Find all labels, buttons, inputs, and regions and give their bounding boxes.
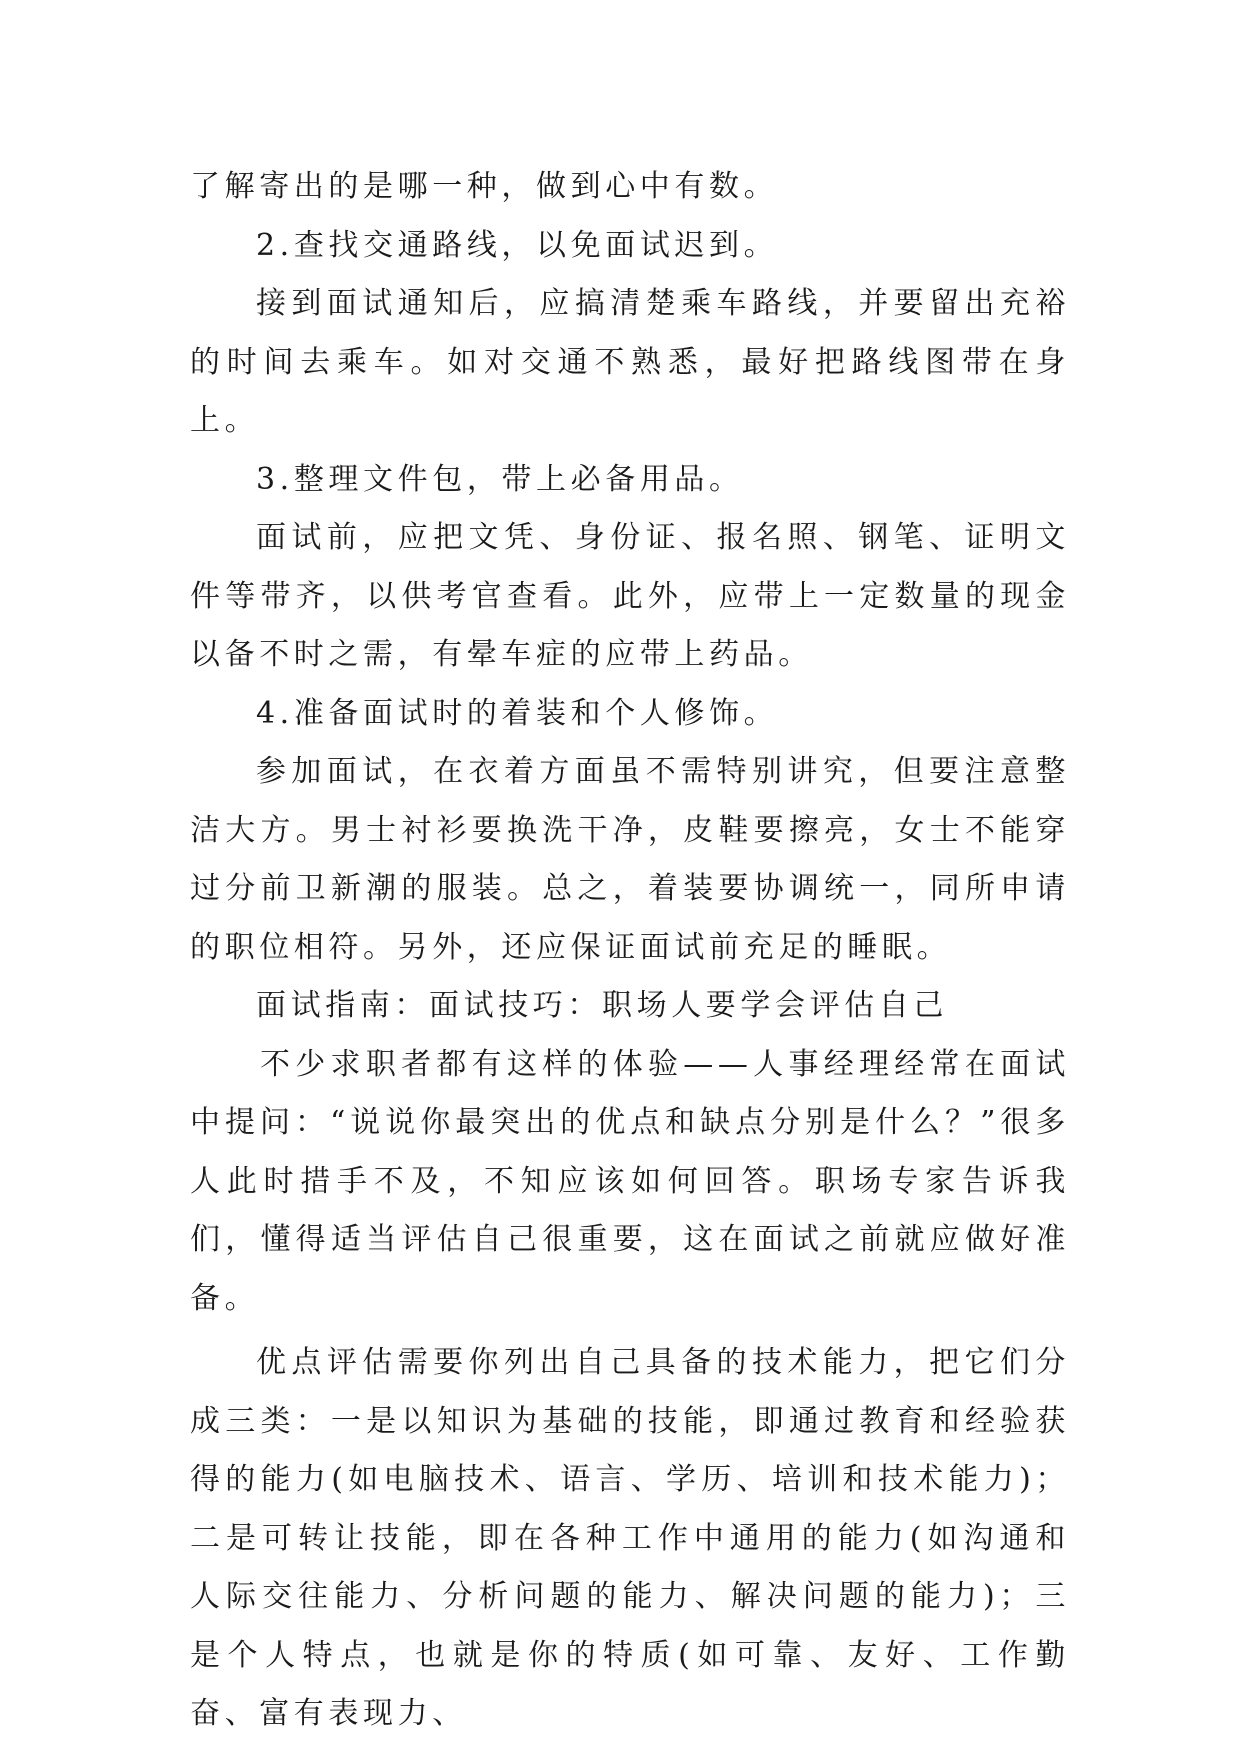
paragraph-strengths: 优点评估需要你列出自己具备的技术能力，把它们分成三类：一是以知识为基础的技能，即通过教育和经验获得的能力(如电脑技术、语言、学历、培训和技术能力)；二是可转让技能，即在各种工作中通用的能力(如沟通和人际交往能力、分析问题的能力、解决问题的能力)；三是个人特点，也就是你的特质(如可靠、友好、工作勤奋、富有表现力、 bbox=[190, 1345, 1070, 1731]
paragraph-documents: 面试前，应把文凭、身份证、报名照、钢笔、证明文件等带齐，以供考官查看。此外，应带上一定数量的现金以备不时之需，有晕车症的应带上药品。 bbox=[190, 520, 1070, 672]
heading-step-2: 2.查找交通路线，以免面试迟到。 bbox=[256, 227, 779, 263]
heading-step-3: 3.整理文件包，带上必备用品。 bbox=[256, 461, 744, 497]
heading-step-4: 4.准备面试时的着装和个人修饰。 bbox=[256, 695, 779, 731]
document-body bbox=[190, 158, 1070, 1744]
paragraph-route: 接到面试通知后，应搞清楚乘车路线，并要留出充裕的时间去乘车。如对交通不熟悉，最好把路线图带在身上。 bbox=[190, 286, 1070, 438]
paragraph-attire: 参加面试，在衣着方面虽不需特别讲究，但要注意整洁大方。男士衬衫要换洗干净，皮鞋要擦亮，女士不能穿过分前卫新潮的服装。总之，着装要协调统一，同所申请的职位相符。另外，还应保证面试前充足的睡眠。 bbox=[190, 754, 1070, 965]
paragraph-self-assessment: 不少求职者都有这样的体验——人事经理经常在面试中提问：“说说你最突出的优点和缺点分别是什么？”很多人此时措手不及，不知应该如何回答。职场专家告诉我们，懂得适当评估自己很重要，这在面试之前就应做好准备。 bbox=[190, 1046, 1070, 1316]
section-title: 面试指南：面试技巧：职场人要学会评估自己 bbox=[256, 988, 948, 1023]
paragraph-continuation: 了解寄出的是哪一种，做到心中有数。 bbox=[190, 169, 779, 204]
